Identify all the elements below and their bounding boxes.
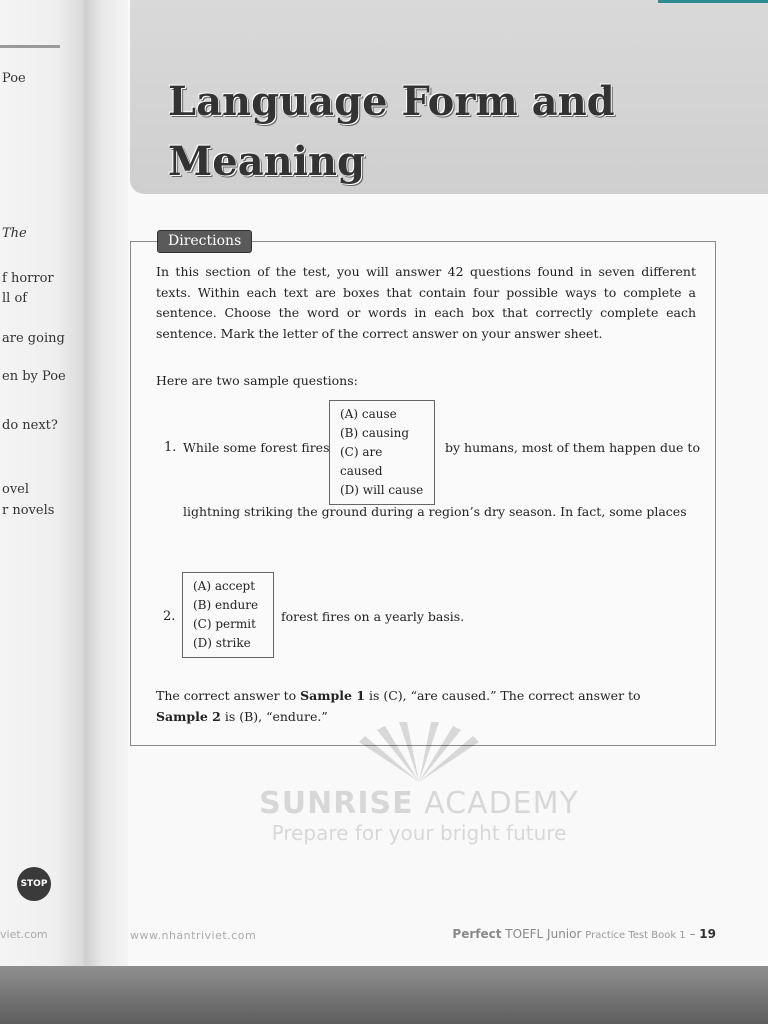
footer-book-info: Perfect TOEFL Junior Practice Test Book 1 – 19 xyxy=(452,927,716,941)
title-banner xyxy=(130,0,768,194)
scan-background xyxy=(0,966,768,1024)
directions-text: In this section of the test, you will answer 42 questions found in seven different texts. Within each text are boxes that contain four possible ways to complete a sentence. Choose the word or words in each box that correctly complete each sentence. Mark the letter of the correct answer on your answer sheet. xyxy=(156,264,696,341)
answer-explanation: The correct answer to Sample 1 is (C), “are caused.” The correct answer to Sample 2 is (B), “endure.” xyxy=(156,688,641,724)
left-page-text: en by Poe xyxy=(2,369,66,384)
watermark-tagline: Prepare for your bright future xyxy=(271,821,567,845)
banner-accent xyxy=(658,0,768,3)
choice-b[interactable]: (B) endure xyxy=(193,598,259,612)
choice-d[interactable]: (D) will cause xyxy=(340,483,424,497)
question-2-text-after: forest fires on a yearly basis. xyxy=(281,609,465,624)
question-1-text-before: While some forest fires xyxy=(183,440,330,455)
question-1-choices xyxy=(329,400,435,505)
right-page xyxy=(128,0,768,968)
choice-b[interactable]: (B) causing xyxy=(340,426,410,440)
choice-a[interactable]: (A) accept xyxy=(193,579,256,593)
stop-icon: STOP xyxy=(17,867,51,901)
left-page-text: do next? xyxy=(2,418,58,433)
left-page-text: The xyxy=(2,226,27,241)
page-title: Language Form and Meaning xyxy=(168,78,615,185)
left-page-rule xyxy=(0,45,60,48)
question-2-number: 2. xyxy=(163,609,176,624)
left-page-text: ll of xyxy=(2,291,28,306)
left-page-text: are going xyxy=(2,331,65,346)
choice-c[interactable]: (C) permit xyxy=(193,617,256,631)
directions-label: Directions xyxy=(157,230,252,253)
book-gutter xyxy=(86,0,132,968)
choice-d[interactable]: (D) strike xyxy=(193,636,251,650)
watermark xyxy=(199,722,639,845)
question-2-choices xyxy=(182,572,274,658)
choice-c[interactable]: (C) are caused xyxy=(340,445,383,478)
sunrise-logo-icon xyxy=(339,722,499,782)
choice-a[interactable]: (A) cause xyxy=(340,407,397,421)
footer-url: www.nhantriviet.com xyxy=(130,929,257,942)
question-1-continuation: lightning striking the ground during a region’s dry season. In fact, some places xyxy=(183,504,687,519)
left-page-text: r novels xyxy=(2,503,55,518)
page-number: 19 xyxy=(699,927,716,941)
left-page-text: f horror xyxy=(2,271,54,286)
question-1-text-after: by humans, most of them happen due to xyxy=(445,440,700,455)
directions-box xyxy=(130,233,716,845)
sample-intro: Here are two sample questions: xyxy=(156,373,358,388)
left-page-text: Poe xyxy=(2,71,26,86)
left-page-url: viet.com xyxy=(0,928,48,941)
left-page-text: ovel xyxy=(2,482,30,497)
left-facing-page xyxy=(0,0,92,968)
watermark-name: SUNRISE ACADEMY xyxy=(259,786,579,821)
question-1-number: 1. xyxy=(164,440,177,455)
